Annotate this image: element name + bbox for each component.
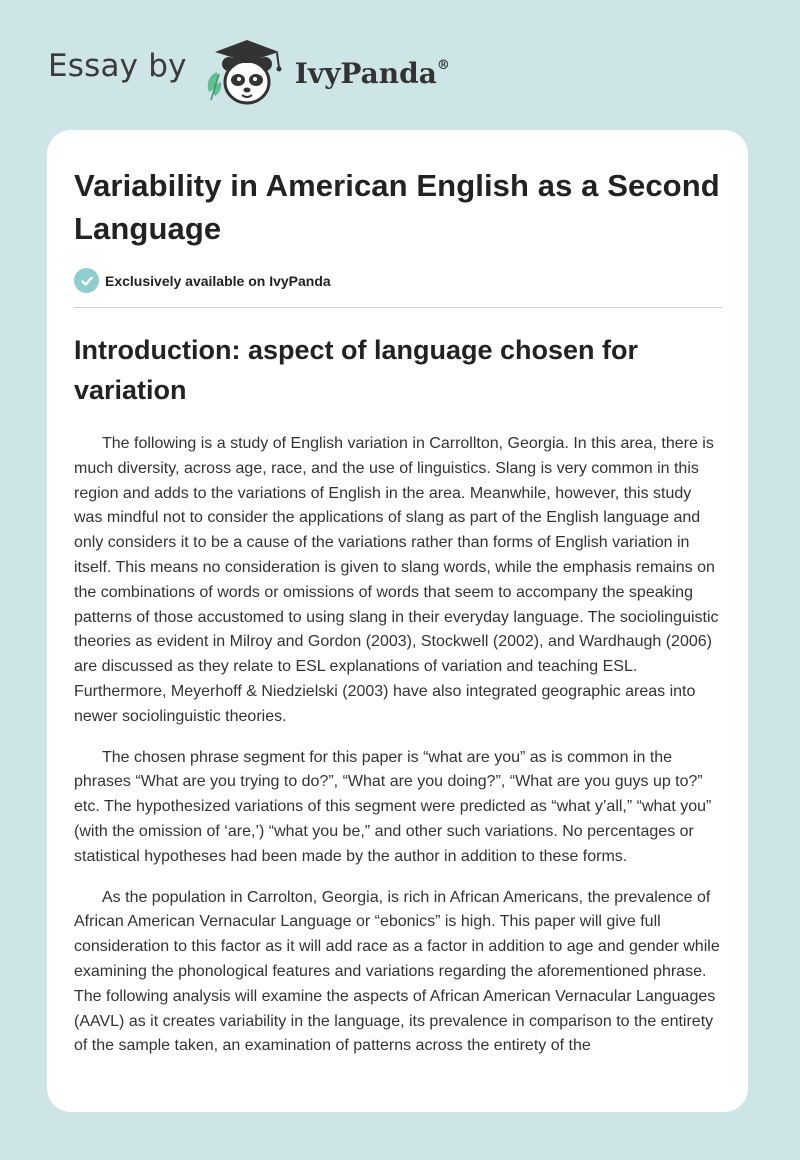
paragraph: The following is a study of English variation in Carrollton, Georgia. In this area, there is much diversity, across age, race, and the use of linguistics. Slang is very common in this region and adds to the variations of English in the area. Meanwhile, however, this study was mindful not to consider the applications of slang as part of the English language and only considers it to be a cause of the variations rather than forms of English variation in itself. This means no consideration is given to slang words, while the emphasis remains on the combinations of words or omissions of words that seem to accompany the speaking patterns of those accustomed to using slang in their everyday language. The sociolinguistic theories as evident in Milroy and Gordon (2003), Stockwell (2002), and Wardhaugh (2006) are discussed as they relate to ESL explanations of variation and teaching ESL. Furthermore, Meyerhoff & Niedzielski (2003) have also integrated geographic areas into newer sociolinguistic theories.	[74, 435, 719, 725]
exclusive-badge	[74, 268, 722, 293]
article-title: Variability in American English as a Second Language	[74, 168, 720, 246]
site-header	[48, 32, 450, 112]
badge-label: Exclusively available on IvyPanda	[105, 272, 331, 289]
paragraph: As the population in Carrolton, Georgia, is rich in African Americans, the prevalence of African American Vernacular Language or “ebonics” is high. This paper will give full consideration to this factor as it will add race as a factor in addition to age and gender while examining the phonological features and variations regarding the aforementioned phrase. The following analysis will examine the aspects of African American Vernacular Languages (AAVL) as it creates variability in the language, its prevalence in comparison to the entirety of the sample taken, an examination of patterns across the entirety of the	[74, 888, 720, 1055]
article-card	[47, 130, 748, 1112]
section-heading: Introduction: aspect of language chosen for variation	[74, 335, 639, 405]
brand-prefix: Essay by	[48, 48, 187, 84]
divider	[74, 307, 722, 308]
panda-graduate-icon[interactable]	[201, 34, 293, 110]
brand-name[interactable]: IvyPanda®	[294, 56, 450, 90]
check-circle-icon	[74, 268, 99, 293]
registered-mark: ®	[436, 57, 450, 73]
paragraph: The chosen phrase segment for this paper is “what are you” as is common in the phrases “What are you trying to do?”, “What are you doing?”, “What are you guys up to?” etc. The hypothesized variations of this segment were predicted as “what y’all,” “what you” (with the omission of ‘are,’) “what you be,” and other such variations. No percentages or statistical hypotheses had been made by the author in addition to these forms.	[74, 748, 712, 865]
